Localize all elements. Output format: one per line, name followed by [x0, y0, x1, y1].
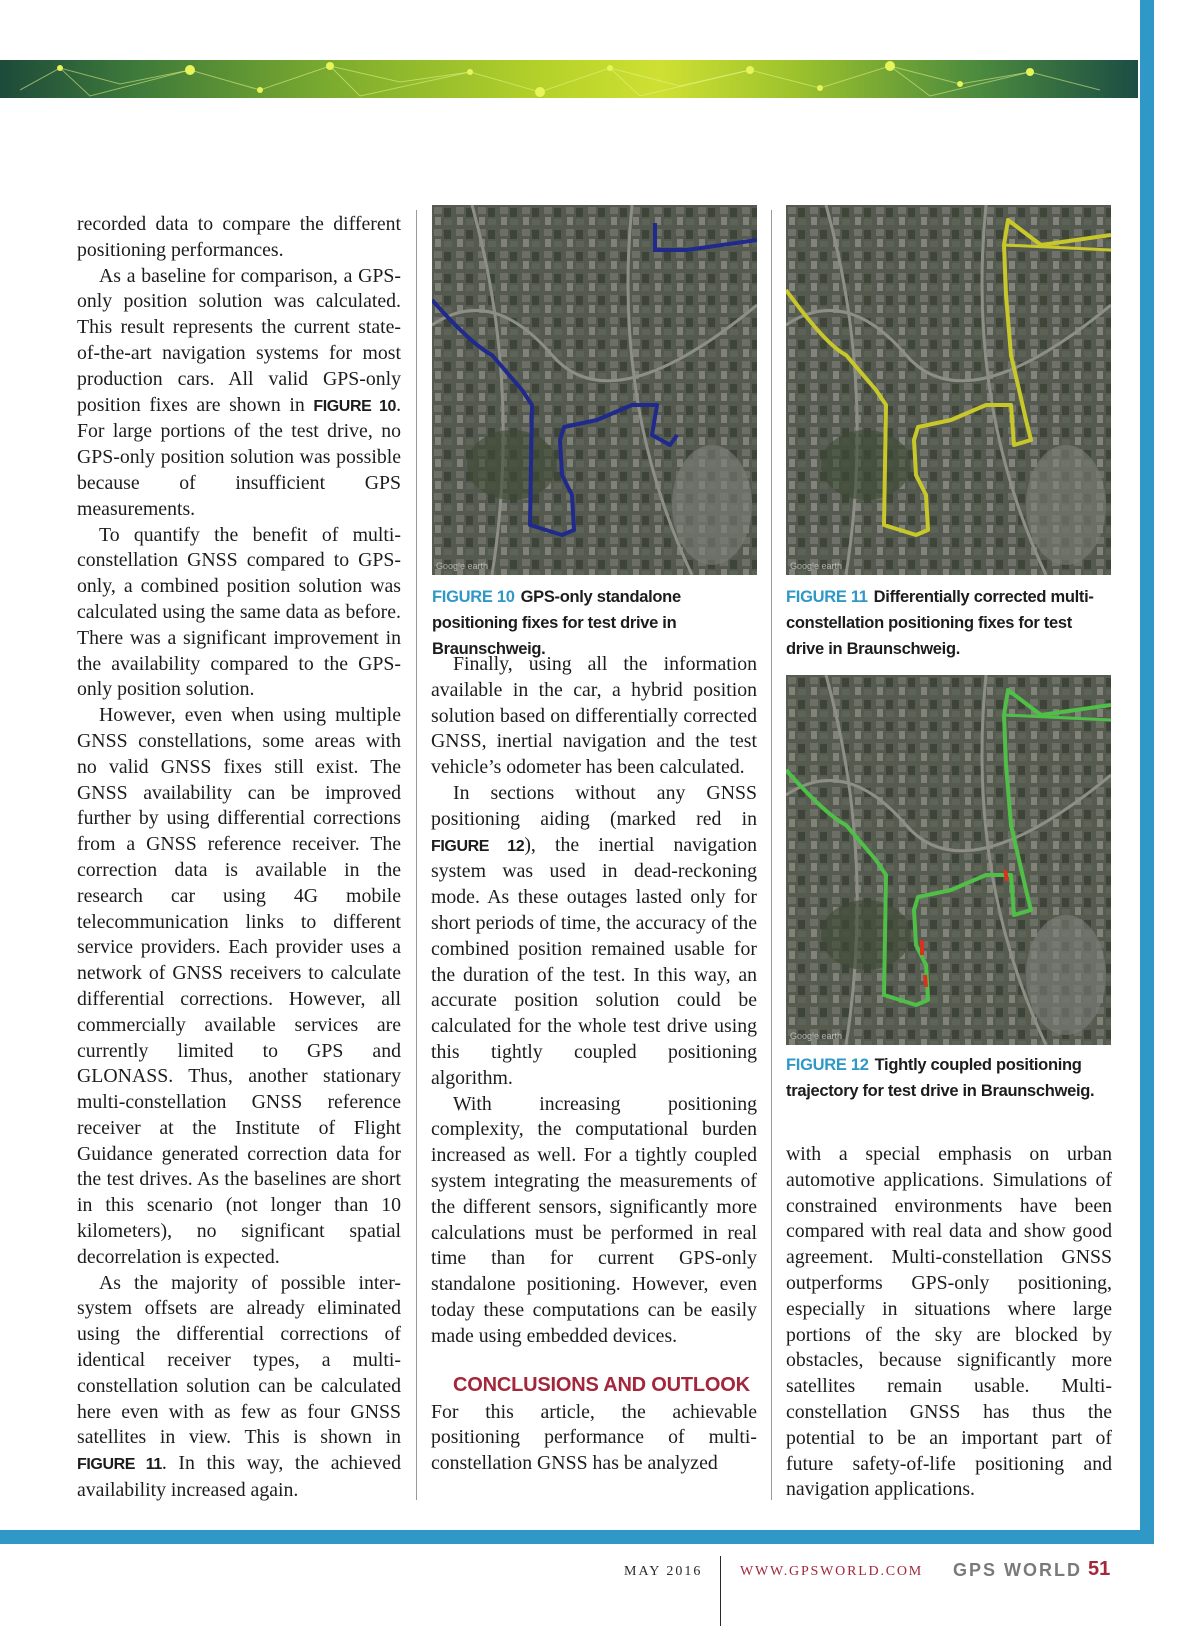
header-banner	[0, 60, 1138, 98]
column-divider	[771, 210, 772, 1500]
paragraph: With increasing positioning complexity, the computational burden increased as well. For a tightly coupled system integrating the measurements of the different sensors, significantly more calculations must be performed in real time than for current GPS-only standalone positioning. However, even today these computations can be easily made using embedded devices.	[431, 1092, 757, 1347]
paragraph: recorded data to compare the different positioning performances.	[77, 213, 401, 261]
figure-11-caption: FIGURE 11 Differentially corrected multi-constellation positioning fixes for test drive in Braunschweig.	[786, 588, 1094, 658]
figure-number: FIGURE 12	[786, 1056, 869, 1074]
map-watermark: Google earth	[790, 1031, 843, 1041]
figure-reference: FIGURE 12	[431, 837, 525, 855]
text-column-2	[431, 652, 757, 1477]
paragraph: For this article, the achievable positioning performance of multi-constellation GNSS has be analyzed	[431, 1400, 757, 1475]
outage-segment	[925, 975, 926, 987]
footer-separator	[720, 1556, 721, 1626]
column-divider	[416, 210, 417, 1500]
figure-10-map	[432, 205, 757, 575]
figure-11-map	[786, 205, 1111, 575]
website-link[interactable]: WWW.GPSWORLD.COM	[740, 1564, 924, 1579]
paragraph: In sections without any GNSS positioning aiding (marked red in FIGURE 12), the inertial navigation system was used in dead-reckoning mode. As these outages lasted only for short periods of time, the accuracy of the combined position remained usable for the duration of the test. In this way, an accurate position solution could be calculated for the whole test drive using this tightly coupled positioning algorithm.	[431, 781, 758, 1089]
issue-date: MAY 2016	[624, 1564, 703, 1579]
figure-number: FIGURE 10	[432, 588, 515, 606]
map-watermark: Google earth	[436, 561, 489, 571]
figure-12-caption: FIGURE 12 Tightly coupled positioning trajectory for test drive in Braunschweig.	[786, 1056, 1095, 1100]
paragraph: Finally, using all the information available in the car, a hybrid position solution based on differentially corrected GNSS, inertial navigation and the test vehicle’s odometer has been calculated.	[431, 653, 757, 779]
map-watermark: Google earth	[790, 561, 843, 571]
paragraph: To quantify the benefit of multi-constellation GNSS compared to GPS-only, a combined position solution was calculated using the same data as before. There was a significant improvement in the availability compared to the GPS-only position solution.	[77, 523, 401, 701]
text-column-1	[77, 212, 401, 1504]
figure-10-caption: FIGURE 10 GPS-only standalone positioning fixes for test drive in Braunschweig.	[432, 588, 681, 658]
figure-12-map	[786, 675, 1111, 1045]
paragraph: As the majority of possible inter-system offsets are already eliminated using the differential corrections of identical receiver types, a multi-constellation solution can be calculated here even with as few as four GNSS satellites in view. This is shown in FIGURE 11. In this way, the achieved availability increased again.	[77, 1271, 401, 1502]
section-heading: CONCLUSIONS AND OUTLOOK	[453, 1373, 750, 1396]
page-edge-bar-bottom	[0, 1530, 1154, 1544]
figure-reference: FIGURE 10	[313, 397, 397, 415]
paragraph: However, even when using multiple GNSS constellations, some areas with no valid GNSS fixes still exist. The GNSS availability can be improved further by using differential corrections from a GNSS reference receiver. The correction data is available in the research car using 4G mobile telecommunication links to different service providers. Each provider uses a network of GNSS receivers to calculate differential corrections. However, all commercially available services are currently limited to GPS and GLONASS. Thus, another stationary multi-constellation GNSS reference receiver at the Institute of Flight Guidance generated correction data for the test drives. As the baselines are short in this scenario (not longer than 10 kilometers), no significant spatial decorrelation is expected.	[77, 704, 401, 1268]
paragraph: As a baseline for comparison, a GPS-only position solution was calculated. This result represents the current state-of-the-art navigation systems for most production cars. All valid GPS-only position fixes are shown in FIGURE 10. For large portions of the test drive, no GPS-only position solution was possible because of insufficient GPS measurements.	[77, 264, 402, 520]
text-column-3	[786, 1142, 1112, 1503]
page-edge-bar-right	[1140, 0, 1154, 1544]
paragraph: with a special emphasis on urban automotive applications. Simulations of constrained environments have been compared with real data and show good agreement. Multi-constellation GNSS outperforms GPS-only positioning, especially in situations where large portions of the sky are blocked by obstacles, because significantly more satellites remain usable. Multi-constellation GNSS has thus the potential to be an important part of future safety-of-life positioning and navigation applications.	[786, 1143, 1112, 1501]
outage-segment	[1005, 870, 1007, 881]
figure-number: FIGURE 11	[786, 588, 868, 606]
figure-reference: FIGURE 11	[77, 1456, 162, 1474]
page-number: 51	[1088, 1558, 1111, 1580]
magazine-name: GPS WORLD	[953, 1560, 1082, 1580]
network-pattern-graphic	[0, 60, 1138, 98]
